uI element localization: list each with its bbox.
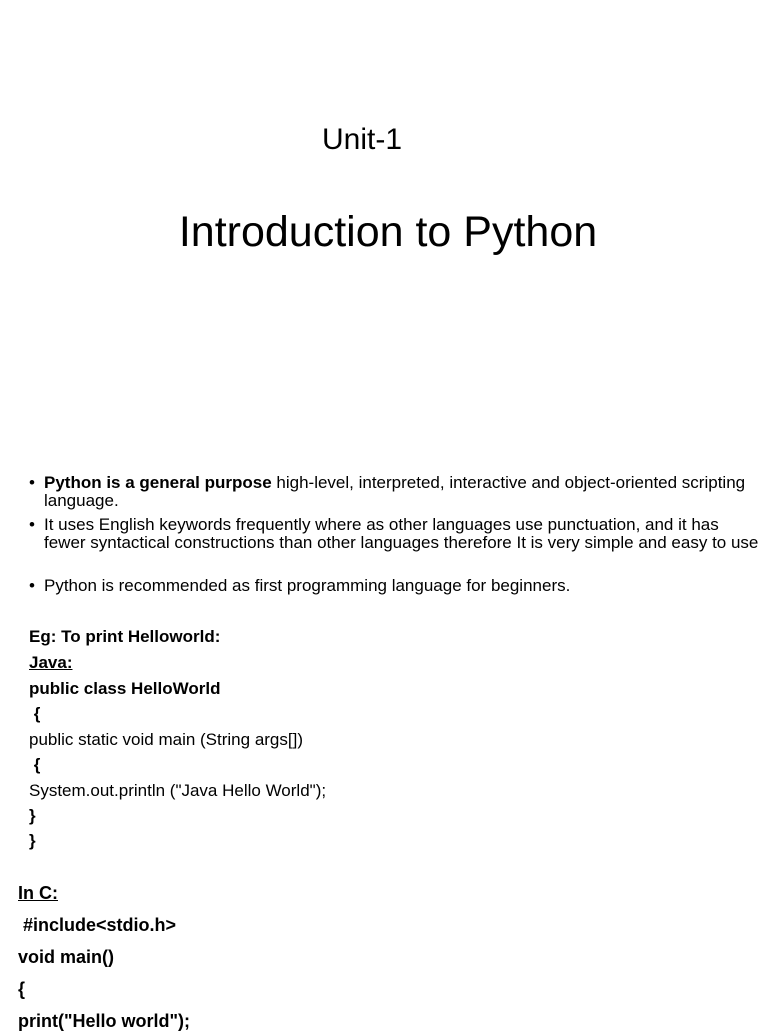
bullet-text: It uses English keywords frequently where as other languages use punctuation, and it has fewer syntactical constructions than other languages therefore It is very simple and easy to use [44, 515, 759, 552]
java-code-line: { [29, 755, 41, 774]
bullet-item [29, 474, 765, 510]
c-code-line: #include<stdio.h> [18, 915, 177, 935]
bullet-item [29, 516, 765, 552]
c-code-line: { [18, 979, 26, 999]
bullet-dot-icon: • [29, 576, 35, 595]
bullet-dot-icon: • [29, 473, 35, 492]
java-code-line: { [29, 704, 41, 723]
c-code-line: print("Hello world"); [18, 1011, 191, 1031]
bullet-bold-text: Python is a general purpose [44, 473, 272, 492]
c-label: In C: [18, 883, 58, 903]
bullet-item [29, 577, 765, 595]
bullet-rest-text: high-level, interpreted, interactive and object-oriented scripting language. [44, 473, 746, 510]
bullet-dot-icon: • [29, 515, 35, 534]
java-code-line: public class HelloWorld [29, 679, 221, 698]
java-code-line: System.out.println ("Java Hello World"); [29, 781, 327, 800]
c-code-line: void main() [18, 947, 115, 967]
bullet-text: Python is recommended as first programming language for beginners. [44, 576, 571, 595]
java-label: Java: [29, 653, 73, 672]
example-heading: Eg: To print Helloworld: [29, 627, 221, 646]
slide-title: Introduction to Python [178, 208, 598, 256]
java-code-line: } [29, 831, 36, 850]
bullet-text [44, 474, 765, 510]
java-code-line: } [29, 806, 36, 825]
java-code-line: public static void main (String args[]) [29, 730, 303, 749]
unit-label: Unit-1 [321, 123, 403, 156]
